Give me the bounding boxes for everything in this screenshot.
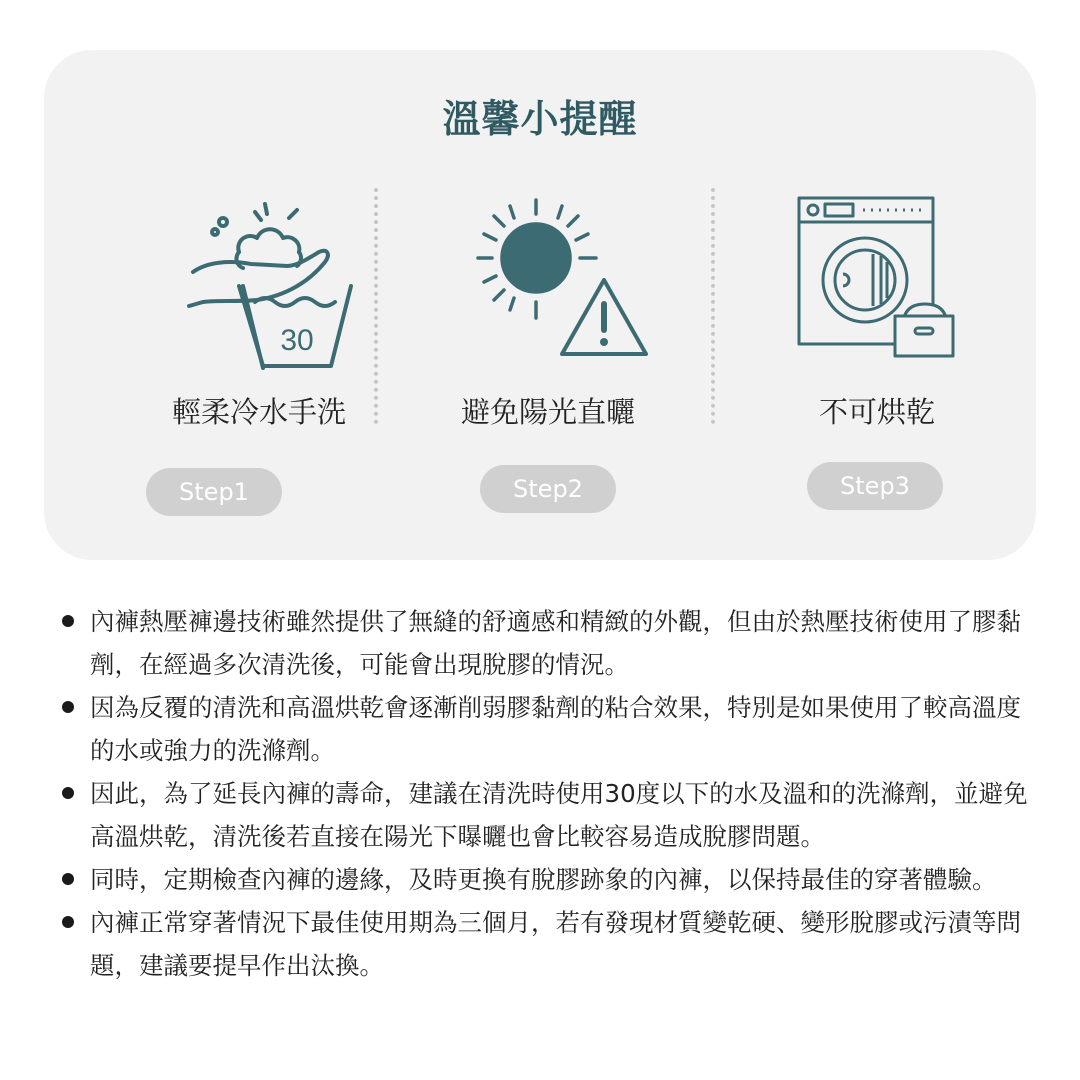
hand-wash-30-icon [159,190,359,370]
bullet-icon [62,787,74,799]
care-notes-list [60,600,1035,987]
bullet-icon [62,916,74,928]
reminder-card [44,50,1036,560]
bullet-icon [62,873,74,885]
sun-warning-icon [448,190,648,370]
list-item [60,901,1035,987]
card-title: 溫馨小提醒 [442,97,638,141]
step-2 [383,190,713,429]
list-item [60,600,1035,686]
step-3-label: 不可烘乾 [818,395,935,429]
step-2-label: 避免陽光直曬 [460,395,635,429]
note-text: 內褲正常穿著情況下最佳使用期為三個月，若有發現材質變乾硬、變形脫膠或污漬等問題，建議要提早作出汰換。 [90,908,1021,980]
step-1-badge: Step1 [146,468,282,516]
list-item [60,858,1035,901]
step-2-badge: Step2 [480,465,616,513]
bullet-icon [62,701,74,713]
step-divider [374,188,378,424]
bullet-icon [62,615,74,627]
note-text: 內褲熱壓褲邊技術雖然提供了無縫的舒適感和精緻的外觀，但由於熱壓技術使用了膠黏劑，在經過多次清洗後，可能會出現脫膠的情況。 [90,607,1021,679]
note-text: 同時，定期檢查內褲的邊緣，及時更換有脫膠跡象的內褲，以保持最佳的穿著體驗。 [90,865,997,894]
temperature-label: 30 [280,324,314,357]
note-text: 因此，為了延長內褲的壽命，建議在清洗時使用30度以下的水及溫和的洗滌劑，並避免高溫烘乾，清洗後若直接在陽光下曝曬也會比較容易造成脫膠問題。 [90,779,1028,851]
step-3 [712,190,1042,429]
list-item [60,686,1035,772]
step-1-label: 輕柔冷水手洗 [171,395,346,429]
step-3-badge: Step3 [807,462,943,510]
list-item [60,772,1035,858]
note-text: 因為反覆的清洗和高溫烘乾會逐漸削弱膠黏劑的粘合效果，特別是如果使用了較高溫度的水或強力的洗滌劑。 [90,693,1021,765]
washing-machine-icon [777,190,977,370]
